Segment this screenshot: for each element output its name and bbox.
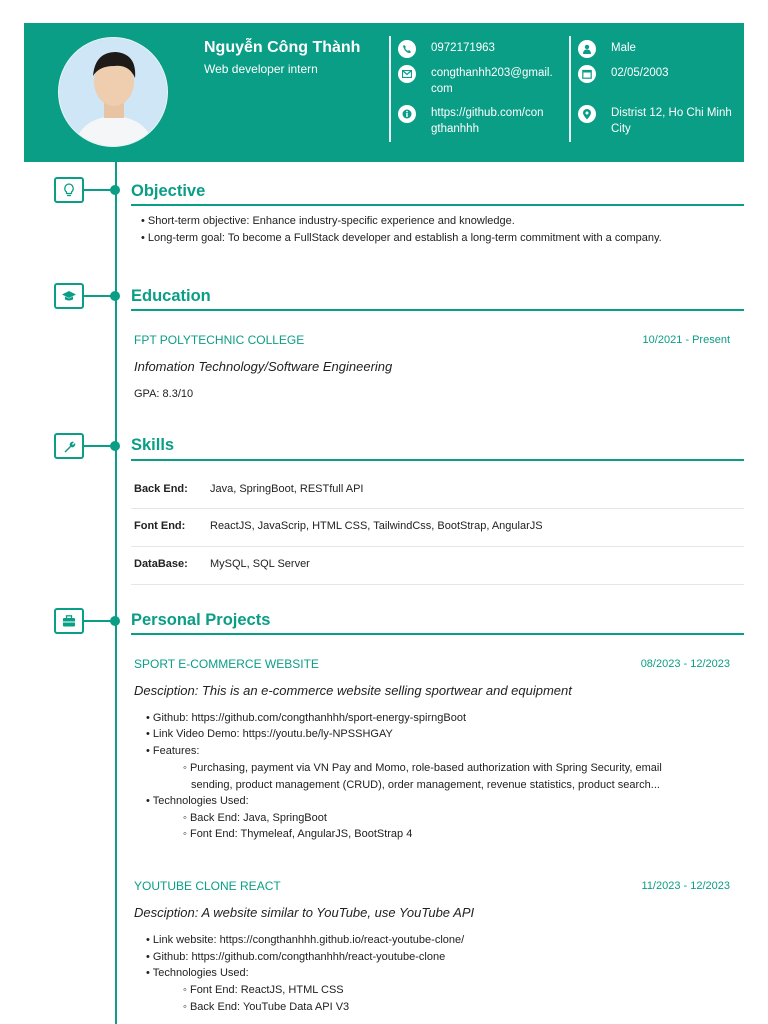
contact-phone: 0972171963 bbox=[398, 40, 495, 58]
list-item: • Technologies Used: bbox=[146, 967, 249, 979]
resume-header bbox=[24, 23, 744, 162]
major: Infomation Technology/Software Engineering bbox=[134, 359, 393, 374]
gpa: GPA: 8.3/10 bbox=[134, 388, 194, 400]
phone-icon bbox=[398, 40, 416, 58]
location-icon bbox=[578, 105, 596, 123]
skill-value: Java, SpringBoot, RESTfull API bbox=[210, 483, 364, 495]
person-icon bbox=[578, 40, 596, 58]
skill-label: DataBase: bbox=[134, 558, 188, 570]
timeline-dot bbox=[110, 616, 120, 626]
list-item: • Github: https://github.com/congthanhhh/sport-energy-spirngBoot bbox=[146, 712, 466, 724]
skill-value: MySQL, SQL Server bbox=[210, 558, 310, 570]
school-name: FPT POLYTECHNIC COLLEGE bbox=[134, 333, 305, 347]
section-title-skills: Skills bbox=[131, 436, 175, 454]
divider bbox=[569, 36, 571, 142]
education-date: 10/2021 - Present bbox=[642, 334, 730, 346]
project-description: Desciption: This is an e-commerce website selling sportwear and equipment bbox=[134, 683, 572, 698]
divider bbox=[389, 36, 391, 142]
project-description: Desciption: A website similar to YouTube, use YouTube API bbox=[134, 905, 475, 920]
list-item: ◦ Purchasing, payment via VN Pay and Momo, role-based authorization with Spring Security, email bbox=[183, 762, 662, 774]
project-name: YOUTUBE CLONE REACT bbox=[134, 879, 281, 893]
list-item-continuation: sending, product management (CRUD), order management, revenue statistics, product search... bbox=[191, 779, 660, 791]
candidate-role: Web developer intern bbox=[204, 62, 318, 76]
skill-label: Back End: bbox=[134, 483, 188, 495]
list-item: • Link Video Demo: https://youtu.be/ly-NPSSHGAY bbox=[146, 728, 393, 740]
contact-birthday: 02/05/2003 bbox=[578, 65, 669, 83]
section-title-education: Education bbox=[131, 287, 211, 305]
lightbulb-icon bbox=[54, 177, 84, 203]
contact-address: Distrist 12, Ho Chi Minh City bbox=[578, 105, 732, 137]
list-item: • Long-term goal: To become a FullStack developer and establish a long-term commitment with a company. bbox=[141, 232, 662, 244]
globe-icon bbox=[398, 105, 416, 123]
timeline-dot bbox=[110, 291, 120, 301]
list-item: • Github: https://github.com/congthanhhh/react-youtube-clone bbox=[146, 951, 446, 963]
list-item: ◦ Back End: YouTube Data API V3 bbox=[183, 1001, 350, 1013]
project-name: SPORT E-COMMERCE WEBSITE bbox=[134, 657, 319, 671]
contact-email: congthanhh203@gmail. com bbox=[398, 65, 553, 97]
graduation-cap-icon bbox=[54, 283, 84, 309]
wrench-icon bbox=[54, 433, 84, 459]
skill-value: ReactJS, JavaScrip, HTML CSS, TailwindCss, BootStrap, AngularJS bbox=[210, 520, 543, 532]
list-item: • Short-term objective: Enhance industry-specific experience and knowledge. bbox=[141, 215, 515, 227]
section-title-projects: Personal Projects bbox=[131, 611, 271, 629]
list-item: • Features: bbox=[146, 745, 200, 757]
project-date: 08/2023 - 12/2023 bbox=[640, 658, 730, 670]
briefcase-icon bbox=[54, 608, 84, 634]
email-icon bbox=[398, 65, 416, 83]
skill-label: Font End: bbox=[134, 520, 186, 532]
avatar bbox=[58, 37, 168, 147]
list-item: • Link website: https://congthanhhh.github.io/react-youtube-clone/ bbox=[146, 934, 465, 946]
list-item: ◦ Font End: ReactJS, HTML CSS bbox=[183, 984, 344, 996]
project-date: 11/2023 - 12/2023 bbox=[641, 880, 730, 892]
candidate-name: Nguyễn Công Thành bbox=[204, 39, 361, 56]
timeline-dot bbox=[110, 185, 120, 195]
calendar-icon bbox=[578, 65, 596, 83]
contact-gender: Male bbox=[578, 40, 636, 58]
section-title-objective: Objective bbox=[131, 182, 206, 200]
list-item: • Technologies Used: bbox=[146, 795, 249, 807]
list-item: ◦ Font End: Thymeleaf, AngularJS, BootStrap 4 bbox=[183, 828, 413, 840]
contact-github: https://github.com/con gthanhhh bbox=[398, 105, 544, 137]
list-item: ◦ Back End: Java, SpringBoot bbox=[183, 812, 327, 824]
timeline-dot bbox=[110, 441, 120, 451]
